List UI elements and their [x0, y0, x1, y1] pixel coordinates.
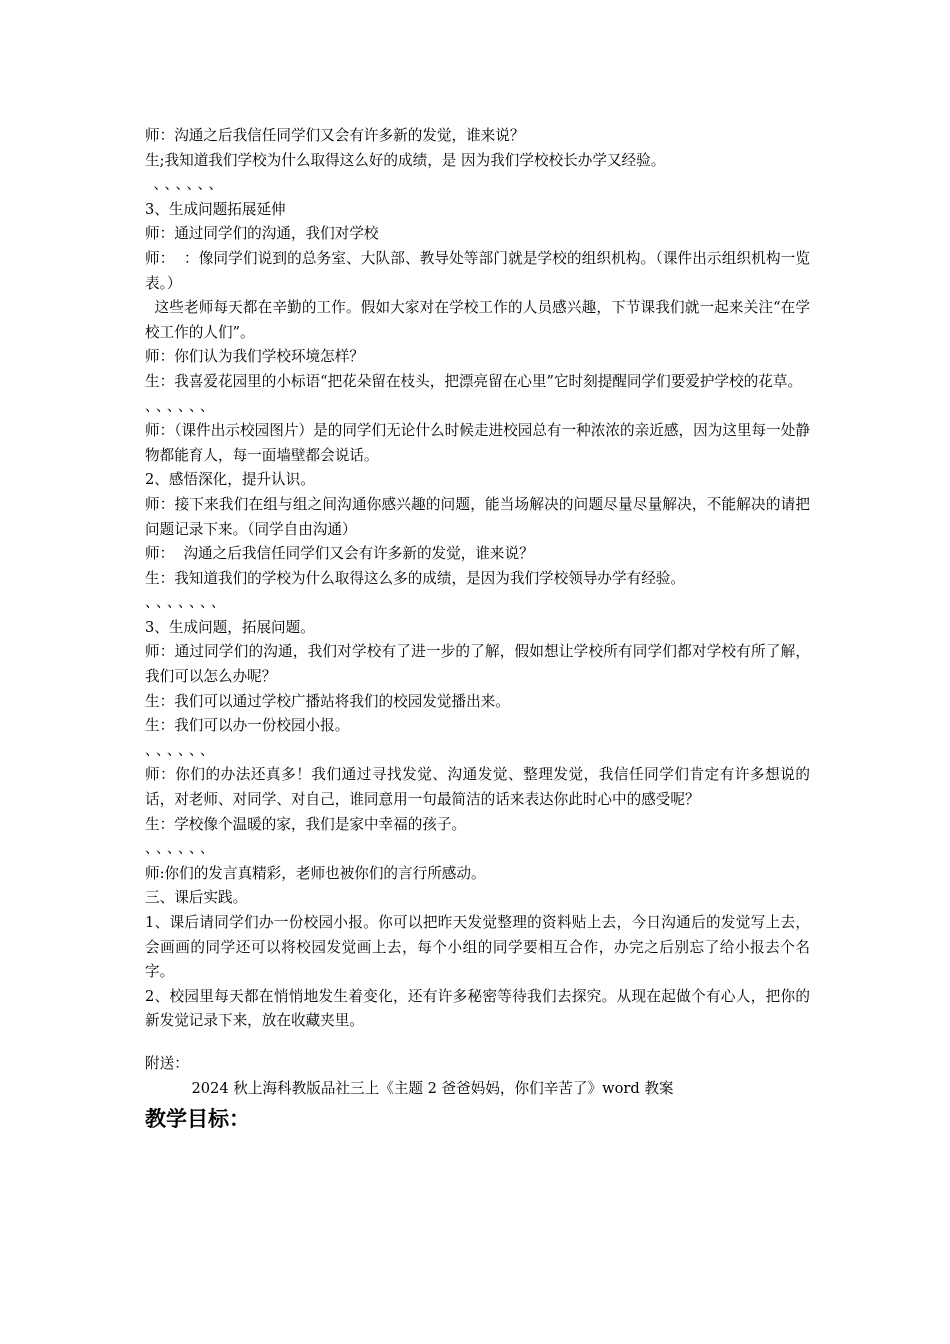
paragraph: 2、感悟深化，提升认识。	[145, 471, 315, 489]
ellipsis-line: 、、、、、、、	[145, 595, 229, 612]
appendix-title: 2024 秋上海科教版品社三上《主题 2 爸爸妈妈，你们辛苦了》word 教案	[191, 1079, 674, 1097]
paragraph: 生;我知道我们学校为什么取得这么好的成绩，是 因为我们学校校长办学又经验。	[145, 151, 666, 169]
paragraph: 生：我们可以办一份校园小报。	[145, 717, 350, 735]
spacer	[145, 1034, 810, 1052]
appendix-label: 附送：	[145, 1054, 189, 1072]
ellipsis-line: 、、、、、、	[145, 177, 227, 194]
ellipsis-line: 、、、、、、	[145, 742, 218, 759]
section-heading: 教学目标：	[145, 1107, 250, 1132]
paragraph: 师：沟通之后我信任同学们又会有许多新的发觉，谁来说？	[145, 127, 525, 144]
paragraph: 师:你们的发言真精彩，老师也被你们的言行所感动。	[145, 864, 486, 882]
ellipsis-line: 、、、、、、	[145, 398, 218, 415]
paragraph: 1、课后请同学们办一份校园小报。你可以把昨天发觉整理的资料贴上去，今日沟通后的发觉写上去，会画画的同学还可以将校园发觉画上去，每个小组的同学要相互合作，办完之后别忘了给小报去个名字。	[145, 914, 810, 981]
paragraph: 师： 沟通之后我信任同学们又会有许多新的发觉，谁来说？	[145, 545, 534, 563]
paragraph: 师：你们的办法还真多！我们通过寻找发觉、沟通发觉、整理发觉，我信任同学们肯定有许多想说的话，对老师、对同学、对自己，谁同意用一句最简洁的话来表达你此时心中的感受呢？	[145, 766, 810, 809]
paragraph: 生：我喜爱花园里的小标语“把花朵留在枝头，把漂亮留在心里”它时刻提醒同学们要爱护学校的花草。	[145, 372, 803, 390]
paragraph: 师：接下来我们在组与组之间沟通你感兴趣的问题，能当场解决的问题尽量尽量解决，不能解决的请把问题记录下来。（同学自由沟通）	[145, 495, 810, 538]
paragraph: 生：我们可以通过学校广播站将我们的校园发觉播出来。	[145, 692, 510, 710]
paragraph: 师：（课件出示校园图片）是的同学们无论什么时候走进校园总有一种浓浓的亲近感，因为这里每一处静物都能育人，每一面墙壁都会说话。	[145, 422, 810, 464]
paragraph: 3、生成问题拓展延伸	[145, 200, 286, 218]
paragraph: 生：我知道我们的学校为什么取得这么多的成绩，是因为我们学校领导办学有经验。	[145, 569, 685, 587]
paragraph: 生：学校像个温暖的家，我们是家中幸福的孩子。	[145, 815, 467, 833]
document-body	[145, 124, 810, 1034]
paragraph: 师：你们认为我们学校环境怎样？	[145, 348, 364, 366]
paragraph: 师：通过同学们的沟通，我们对学校有了进一步的了解，假如想让学校所有同学们都对学校有所了解，我们可以怎么办呢？	[145, 643, 810, 686]
paragraph: 2、校园里每天都在悄悄地发生着变化，还有许多秘密等待我们去探究。从现在起做个有心人，把你的新发觉记录下来，放在收藏夹里。	[145, 987, 810, 1030]
paragraph: 3、生成问题，拓展问题。	[145, 618, 315, 636]
document-page	[145, 124, 810, 1135]
ellipsis-line: 、、、、、、	[145, 841, 218, 858]
paragraph: 三、课后实践。	[145, 889, 248, 907]
paragraph: 师： ：像同学们说到的总务室、大队部、教导处等部门就是学校的组织机构。（课件出示组织机构一览表。）	[145, 249, 810, 292]
paragraph: 这些老师每天都在辛勤的工作。假如大家对在学校工作的人员感兴趣，下节课我们就一起来关注“在学校工作的人们”。	[145, 299, 810, 341]
paragraph: 师：通过同学们的沟通，我们对学校	[145, 225, 379, 243]
